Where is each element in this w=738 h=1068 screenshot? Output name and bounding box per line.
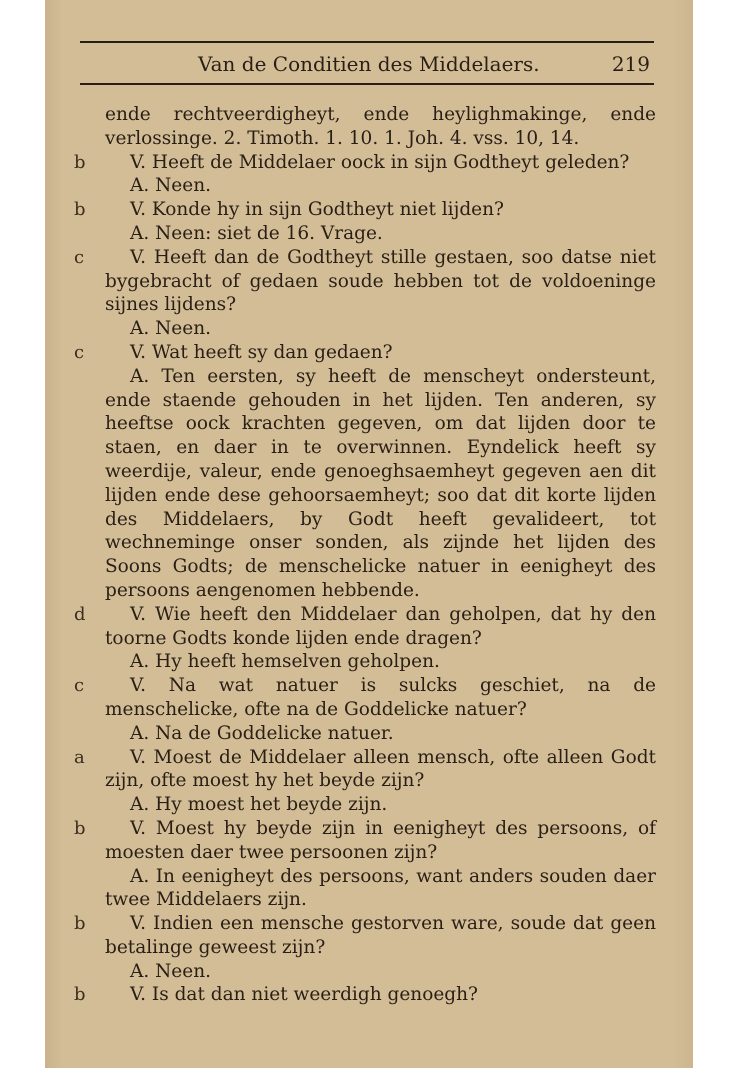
paragraph — [74, 341, 656, 365]
paragraph — [74, 746, 656, 794]
margin-marker: b — [74, 817, 86, 839]
paragraph-text: V. Na wat natuer is sulcks geschiet, na de menschelicke, ofte na de Goddelicke natuer? — [105, 675, 656, 720]
body-text — [74, 103, 656, 1007]
paragraph-text: V. Heeft de Middelaer oock in sijn Godtheyt geleden? — [130, 151, 630, 173]
paragraph-text: A. Hy moest het beyde zijn. — [130, 794, 388, 816]
paragraph — [105, 722, 656, 746]
paragraph — [74, 198, 656, 222]
margin-marker: b — [74, 151, 86, 173]
margin-marker: c — [74, 341, 85, 363]
paragraph — [74, 817, 656, 865]
paragraph — [105, 793, 656, 817]
paragraph-text: A. In eenigheyt des persoons, want anders souden daer twee Middelaers zijn. — [105, 865, 656, 911]
margin-marker: b — [74, 984, 86, 1006]
margin-marker: b — [74, 199, 86, 221]
running-title: Van de Conditien des Middelaers. — [198, 52, 540, 76]
margin-marker: b — [74, 913, 86, 935]
paragraph — [105, 865, 656, 913]
paragraph-text: A. Ten eersten, sy heeft de menscheyt ondersteunt, ende staende gehouden in het lijden. Ten anderen, sy heeftse oock krachten gegeven, om dat lijden door te staen, en daer in te overwinnen. Eyndelick heeft sy weerdije, valeur, ende genoeghsaemheyt gegeven aen dit lijden ende dese gehoorsaemheyt; soo dat dit korte lijden des Middelaers, by Godt heeft gevalideert, tot wechneminge onser sonden, als zijnde het lijden des Soons Godts; de menschelicke natuer in eenigheyt des persoons aengenomen hebbende. — [105, 365, 656, 601]
paragraph — [105, 174, 656, 198]
margin-marker: d — [74, 603, 86, 625]
header-rule-bottom — [80, 83, 654, 85]
paragraph — [74, 912, 656, 960]
running-header — [80, 50, 654, 78]
paragraph-text: V. Konde hy in sijn Godtheyt niet lijden? — [130, 199, 504, 221]
paragraph-text: ende rechtveerdigheyt, ende heylighmakinge, ende verlossinge. 2. Timoth. 1. 10. 1. Joh. 4. vss. 10, 14. — [105, 104, 656, 149]
paragraph-text: V. Wat heeft sy dan gedaen? — [130, 341, 393, 363]
paragraph-text: V. Moest de Middelaer alleen mensch, ofte alleen Godt zijn, ofte moest hy het beyde zijn? — [105, 746, 656, 792]
paragraph — [105, 103, 656, 151]
book-page — [45, 0, 693, 1068]
paragraph-text: A. Neen. — [130, 175, 212, 197]
paragraph — [105, 960, 656, 984]
paragraph-text: V. Heeft dan de Godtheyt stille gestaen, soo datse niet bygebracht of gedaen soude hebben tot de voldoeninge sijnes lijdens? — [105, 246, 656, 316]
paragraph — [105, 650, 656, 674]
paragraph — [74, 983, 656, 1007]
paragraph-text: A. Na de Goddelicke natuer. — [130, 722, 394, 744]
paragraph — [105, 222, 656, 246]
paragraph-text: A. Neen. — [130, 318, 212, 340]
paragraph — [74, 603, 656, 651]
paragraph-text: A. Neen. — [130, 960, 212, 982]
margin-marker: c — [74, 246, 85, 268]
paragraph-text: V. Moest hy beyde zijn in eenigheyt des persoons, of moesten daer twee persoonen zijn? — [105, 817, 656, 863]
paragraph — [74, 246, 656, 317]
paragraph-text: A. Hy heeft hemselven geholpen. — [130, 651, 440, 673]
margin-marker: c — [74, 675, 85, 697]
margin-marker: a — [74, 746, 85, 768]
page-number: 219 — [611, 52, 650, 76]
paragraph-text: V. Wie heeft den Middelaer dan geholpen, dat hy den toorne Godts konde lijden ende dragen? — [105, 603, 656, 649]
paragraph — [74, 674, 656, 722]
paragraph — [105, 365, 656, 603]
paragraph — [74, 151, 656, 175]
paragraph-text: V. Is dat dan niet weerdigh genoegh? — [130, 984, 478, 1006]
paragraph-text: A. Neen: siet de 16. Vrage. — [130, 222, 383, 244]
header-rule-top — [80, 41, 654, 43]
paragraph-text: V. Indien een mensche gestorven ware, soude dat geen betalinge geweest zijn? — [105, 913, 656, 958]
paragraph — [105, 317, 656, 341]
